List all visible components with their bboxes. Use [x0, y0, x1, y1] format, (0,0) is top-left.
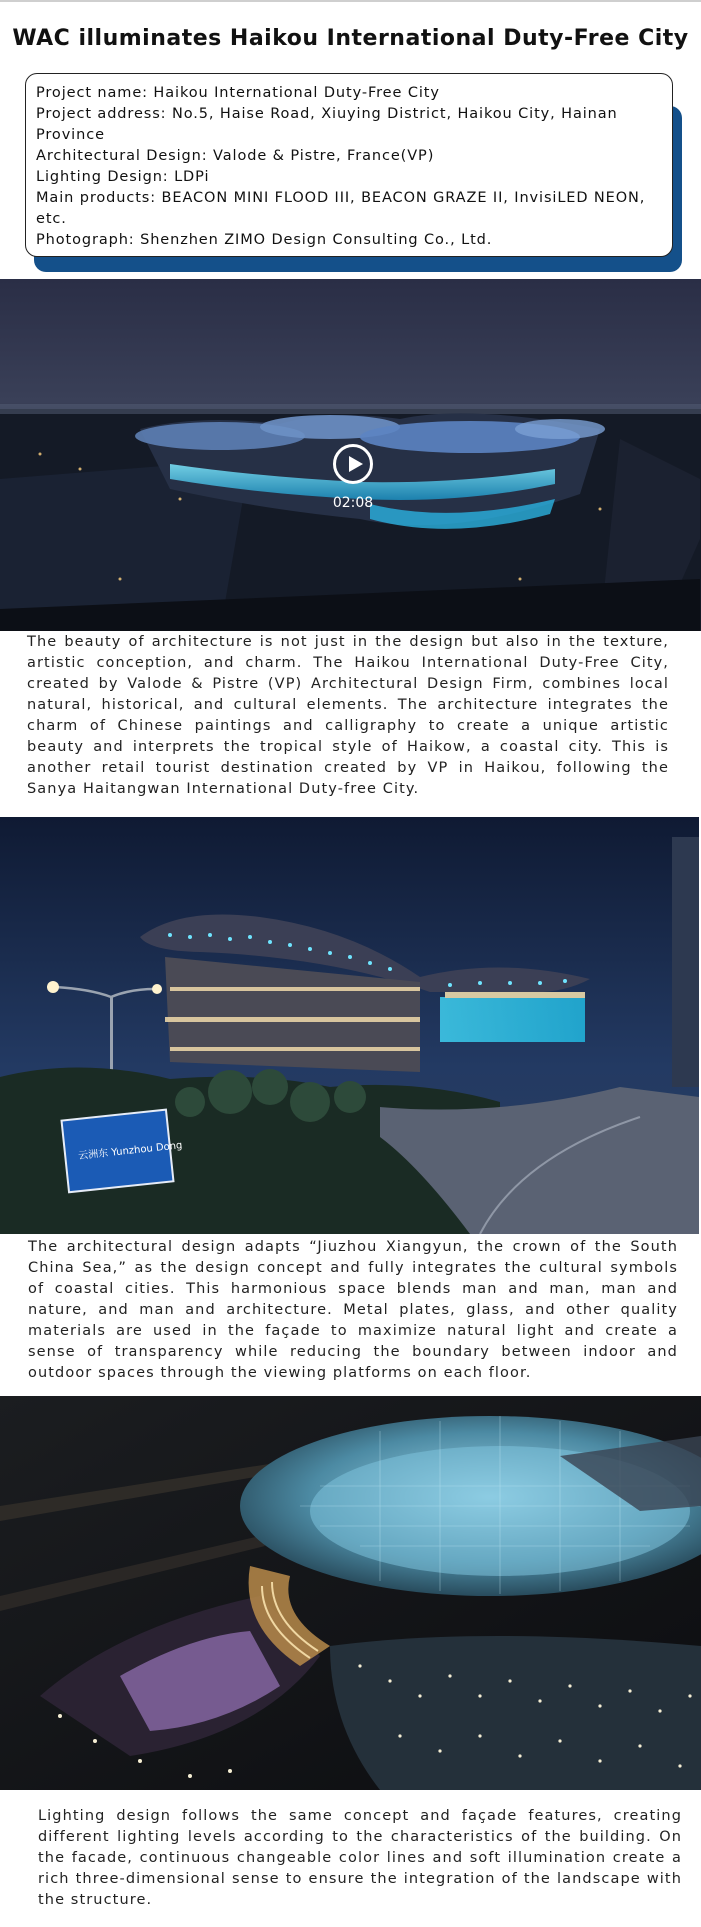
paragraph-3: Lighting design follows the same concept and façade features, creating different lighting levels according to the characteristics of the building. On the facade, continuous changeable color lines and soft illumination create a rich three-dimensional sense to ensure the integration of the landscape with the structure. — [38, 1808, 682, 1908]
project-name: Project name: Haikou International Duty-Free City — [36, 85, 440, 101]
photo-building-dusk — [0, 817, 699, 1234]
page-title: WAC illuminates Haikou International Duty-Free City — [12, 26, 689, 51]
project-info-card — [25, 73, 673, 257]
lighting-design: Lighting Design: LDPi — [36, 169, 210, 185]
project-address: Project address: No.5, Haise Road, Xiuying District, Haikou City, Hainan Province — [36, 106, 618, 143]
top-divider — [0, 0, 701, 2]
photograph-credit: Photograph: Shenzhen ZIMO Design Consulting Co., Ltd. — [36, 232, 493, 248]
photo-aerial-dome — [0, 1396, 701, 1790]
paragraph-2: The architectural design adapts “Jiuzhou Xiangyun, the crown of the South China Sea,” as the design concept and fully integrates the cultural symbols of coastal cities. This harmonious space blends man and man, man and nature, and man and architecture. Metal plates, glass, and other quality materials are used in the façade to maximize natural light and create a sense of transparency while reducing the boundary between indoor and outdoor spaces through the viewing platforms on each floor. — [28, 1239, 678, 1381]
video-duration: 02:08 — [332, 495, 374, 511]
play-icon[interactable] — [333, 444, 373, 484]
architectural-design: Architectural Design: Valode & Pistre, France(VP) — [36, 148, 435, 164]
paragraph-1: The beauty of architecture is not just in the design but also in the texture, artistic conception, and charm. The Haikou International Duty-Free City, created by Valode & Pistre (VP) Architectural Design Firm, combines local natural, historical, and cultural elements. The architecture integrates the charm of Chinese paintings and calligraphy to create a unique artistic beauty and interprets the tropical style of Haikow, a coastal city. This is another retail tourist destination created by VP in Haikou, following the Sanya Haitangwan International Duty-free City. — [27, 634, 669, 797]
road-sign-text: 云洲东 Yunzhou Dong — [77, 1140, 183, 1163]
main-products: Main products: BEACON MINI FLOOD III, BEACON GRAZE II, InvisiLED NEON, etc. — [36, 190, 646, 227]
